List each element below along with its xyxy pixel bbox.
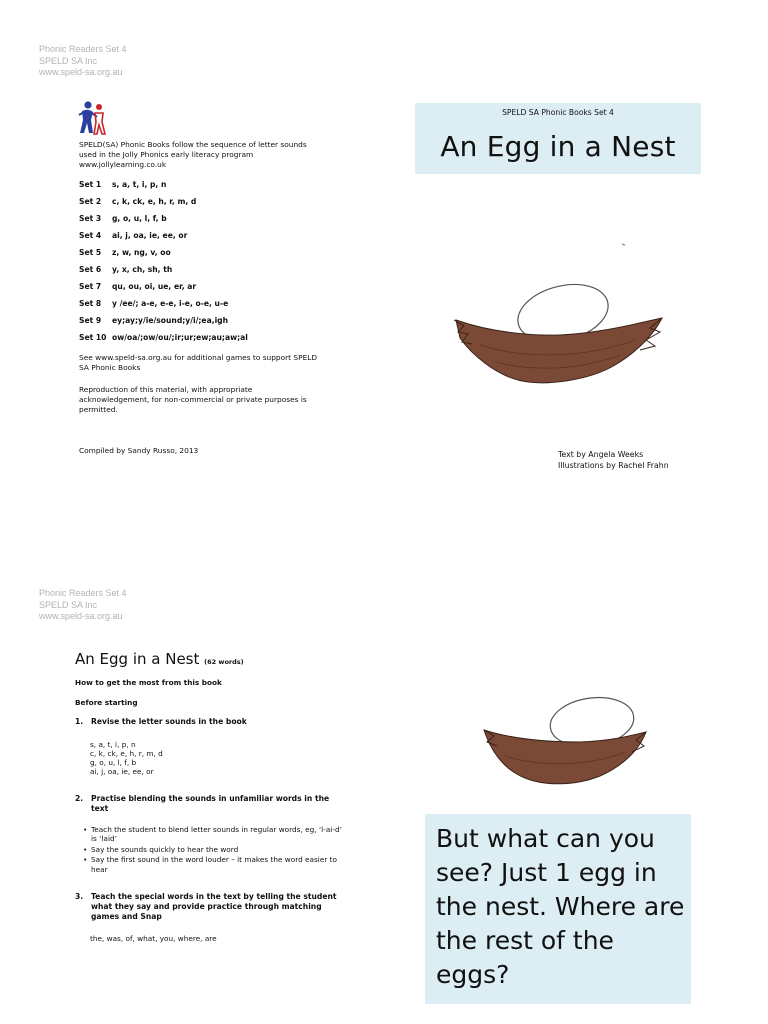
header-series: Phonic Readers Set 4 xyxy=(39,44,127,54)
nest-illustration xyxy=(480,690,650,795)
step-number: 3. xyxy=(75,892,84,901)
before-starting-heading: Before starting xyxy=(75,698,138,707)
special-words: the, was, of, what, you, where, are xyxy=(90,934,217,943)
header-org: SPELD SA Inc xyxy=(39,599,98,610)
see-more-paragraph: See www.speld-sa.org.au for additional games to support SPELD SA Phonic Books xyxy=(79,353,318,372)
list-item: Set 2 c, k, ck, e, h, r, m, d xyxy=(79,197,197,206)
list-item: Set 7 qu, ou, oi, ue, er, ar xyxy=(79,282,197,291)
cover-title-box xyxy=(415,103,701,174)
illustrations-by: Illustrations by Rachel Frahn xyxy=(558,461,669,470)
intro-paragraph: SPELD(SA) Phonic Books follow the sequence of letter sounds used in the Jolly Phonics early literacy program www.jollylearning.co.uk xyxy=(79,140,307,169)
list-item: Set 3 g, o, u, l, f, b xyxy=(79,214,167,223)
compiled-by: Compiled by Sandy Russo, 2013 xyxy=(79,446,199,455)
how-to-heading: How to get the most from this book xyxy=(75,678,222,687)
page-header-top xyxy=(39,44,127,79)
step-number: 2. xyxy=(75,794,84,803)
step2-heading: Practise blending the sounds in unfamiliar words in the text xyxy=(91,794,330,813)
header-url: www.speld-sa.org.au xyxy=(39,611,123,621)
story-text-box xyxy=(425,814,691,1004)
step1-heading: Revise the letter sounds in the book xyxy=(91,717,247,726)
list-item: ai, j, oa, ie, ee, or xyxy=(90,767,154,776)
phonic-sets-list xyxy=(79,180,359,350)
book-title: An Egg in a Nest xyxy=(440,130,676,163)
nest-illustration xyxy=(450,240,665,405)
header-series: Phonic Readers Set 4 xyxy=(39,588,127,598)
list-item: s, a, t, i, p, n xyxy=(90,740,136,749)
step-number: 1. xyxy=(75,717,84,726)
list-item: • Teach the student to blend letter sounds in regular words, eg, ‘l-ai-d’ is ‘laid’ xyxy=(83,825,342,844)
word-count: (62 words) xyxy=(204,658,244,666)
tips-list xyxy=(83,825,343,875)
list-item: Set 6 y, x, ch, sh, th xyxy=(79,265,173,274)
text-by: Text by Angela Weeks xyxy=(558,450,644,459)
list-item: g, o, u, l, f, b xyxy=(90,758,137,767)
guide-title: An Egg in a Nest (62 words) xyxy=(75,650,244,668)
list-item: Set 4 ai, j, oa, ie, ee, or xyxy=(79,231,188,240)
series-label: SPELD SA Phonic Books Set 4 xyxy=(502,108,614,117)
list-item: c, k, ck, e, h, r, m, d xyxy=(90,749,163,758)
list-item: • Say the first sound in the word louder – it makes the word easier to hear xyxy=(83,855,337,874)
sounds-list xyxy=(90,740,163,776)
list-item: Set 9 ey;ay;y/ie/sound;y/i/;ea,igh xyxy=(79,316,229,325)
reproduction-paragraph: Reproduction of this material, with appropriate acknowledgement, for non-commercial or private purposes is permitted. xyxy=(79,385,307,414)
step3-heading: Teach the special words in the text by telling the student what they say and provide practice through matching games and Snap xyxy=(91,892,337,921)
list-item: Set 10 ow/oa/;ow/ou/;ir;ur;ew;au;aw;al xyxy=(79,333,248,342)
list-item: Set 5 z, w, ng, v, oo xyxy=(79,248,171,257)
speld-logo-icon xyxy=(78,100,108,136)
header-url: www.speld-sa.org.au xyxy=(39,67,123,77)
book-credits xyxy=(558,449,669,471)
header-org: SPELD SA Inc xyxy=(39,55,98,66)
list-item: Set 8 y /ee/; a-e, e-e, i-e, o-e, u-e xyxy=(79,299,229,308)
page-header-bottom xyxy=(39,588,127,623)
list-item: • Say the sounds quickly to hear the word xyxy=(83,844,239,854)
list-item: Set 1 s, a, t, i, p, n xyxy=(79,180,167,189)
story-text: But what can you see? Just 1 egg in the nest. Where are the rest of the eggs? xyxy=(436,824,685,989)
